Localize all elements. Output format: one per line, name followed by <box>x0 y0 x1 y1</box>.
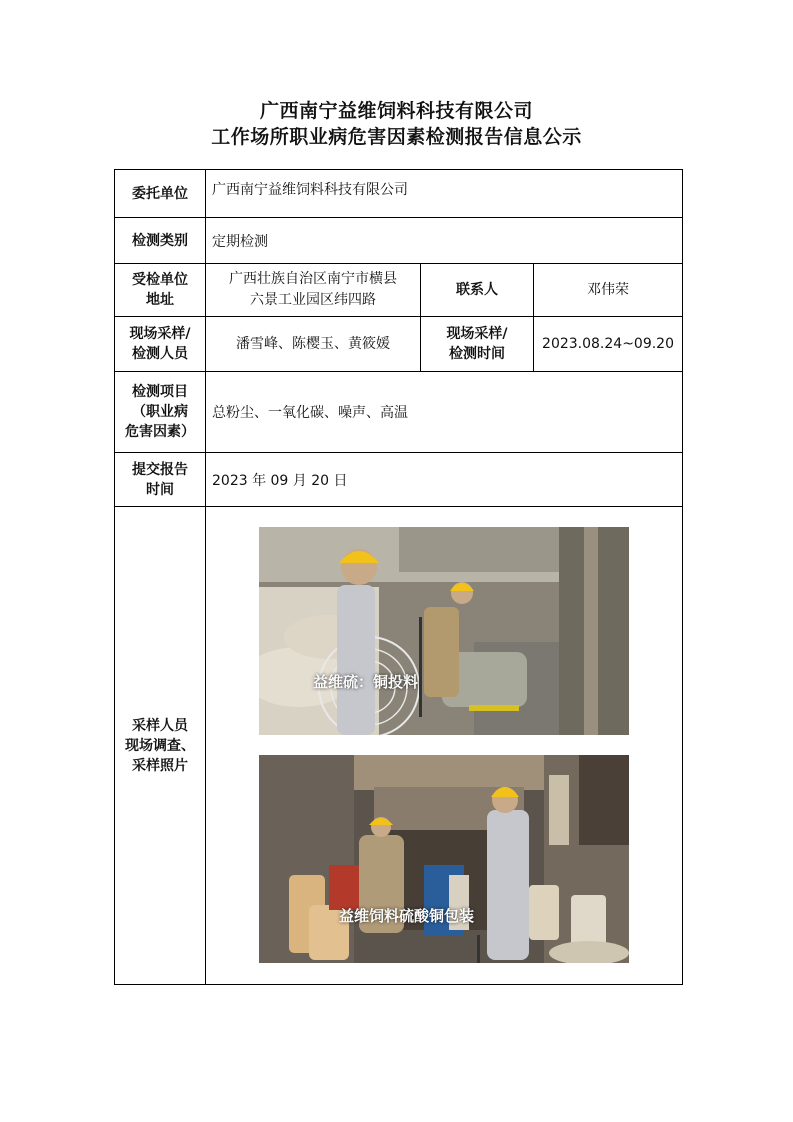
client-value: 广西南宁益维饲料科技有限公司 <box>206 170 683 218</box>
type-value: 定期检测 <box>206 218 683 264</box>
report-time-label <box>115 453 206 507</box>
site-photo <box>259 755 629 963</box>
photos-label <box>115 507 206 985</box>
report-time-label-line: 提交报告 <box>132 461 188 478</box>
address-label-line: 受检单位 <box>132 272 188 288</box>
site-photo <box>259 527 629 735</box>
staff-label-line: 检测人员 <box>132 346 188 362</box>
contact-value: 邓伟荣 <box>534 264 683 317</box>
items-label <box>115 372 206 453</box>
staff-value: 潘雪峰、陈樱玉、黄筱媛 <box>206 317 421 372</box>
table-row <box>115 507 683 985</box>
time-label-line: 检测时间 <box>449 346 505 362</box>
staff-label <box>115 317 206 372</box>
photos-cell <box>206 507 683 985</box>
items-label-line: 危害因素） <box>125 424 195 440</box>
report-time-value: 2023 年 09 月 20 日 <box>206 453 683 507</box>
time-label <box>421 317 534 372</box>
time-label-line: 现场采样/ <box>446 326 508 342</box>
table-row <box>115 264 683 317</box>
client-label: 委托单位 <box>115 170 206 218</box>
report-info-table <box>114 169 683 985</box>
address-label-line: 地址 <box>146 292 174 308</box>
table-row <box>115 218 683 264</box>
photos-label-line: 现场调查、 <box>125 737 195 754</box>
table-row <box>115 372 683 453</box>
type-label: 检测类别 <box>115 218 206 264</box>
document-subtitle: 工作场所职业病危害因素检测报告信息公示 <box>211 126 582 148</box>
photos-label-line: 采样照片 <box>132 757 188 774</box>
items-label-line: （职业病 <box>132 404 188 420</box>
photo-caption: 益维饲料硫酸铜包装 <box>339 906 475 925</box>
staff-label-line: 现场采样/ <box>129 326 191 342</box>
table-row <box>115 453 683 507</box>
photo-packaging <box>259 755 629 963</box>
table-row <box>115 317 683 372</box>
address-line: 广西壮族自治区南宁市横县 <box>229 271 397 287</box>
photos-label-line: 采样人员 <box>132 717 188 734</box>
items-label-line: 检测项目 <box>132 384 188 400</box>
report-time-label-line: 时间 <box>146 481 174 498</box>
photo-factory-feeding <box>259 527 629 735</box>
contact-label: 联系人 <box>421 264 534 317</box>
table-row <box>115 170 683 218</box>
address-line: 六景工业园区纬四路 <box>250 292 376 308</box>
time-value: 2023.08.24~09.20 <box>534 317 683 372</box>
photo-caption: 益维硫：铜投料 <box>313 672 419 691</box>
document-title: 广西南宁益维饲料科技有限公司 <box>259 100 533 122</box>
address-value <box>206 264 421 317</box>
items-value: 总粉尘、一氧化碳、噪声、高温 <box>206 372 683 453</box>
address-label <box>115 264 206 317</box>
